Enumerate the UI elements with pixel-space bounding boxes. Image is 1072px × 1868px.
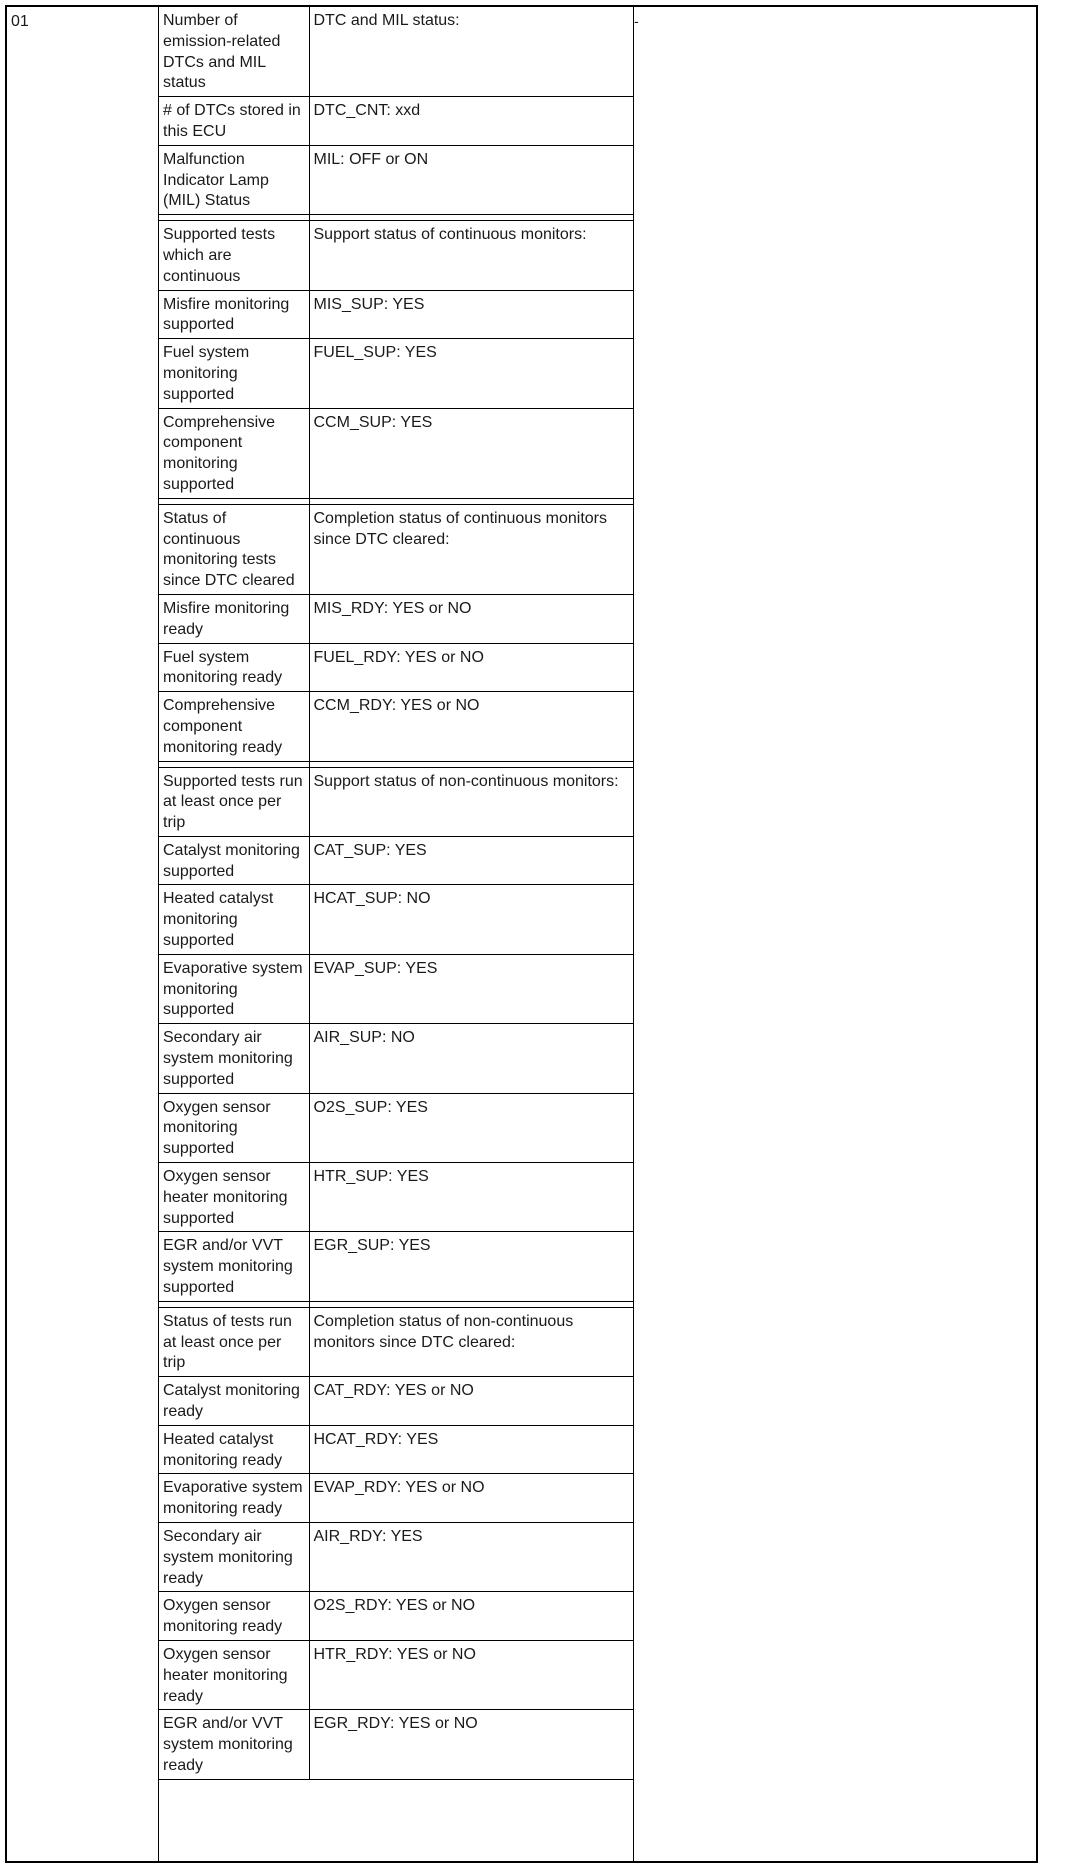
value-cell: MIS_RDY: YES or NO (309, 594, 634, 643)
table-row (159, 221, 634, 290)
value-cell: EVAP_RDY: YES or NO (309, 1474, 634, 1523)
value-cell: HTR_SUP: YES (309, 1163, 634, 1232)
item-cell: Oxygen sensor monitoring ready (159, 1592, 309, 1641)
item-cell: Misfire monitoring supported (159, 290, 309, 339)
value-cell: HTR_RDY: YES or NO (309, 1640, 634, 1709)
item-cell: Secondary air system monitoring ready (159, 1523, 309, 1592)
table-row (159, 1425, 634, 1474)
table-row (159, 836, 634, 885)
pid-number: 01 (11, 13, 29, 30)
item-cell: Supported tests which are continuous (159, 221, 309, 290)
item-cell: EGR and/or VVT system monitoring supported (159, 1232, 309, 1301)
item-cell: Oxygen sensor heater monitoring supported (159, 1163, 309, 1232)
value-cell: O2S_RDY: YES or NO (309, 1592, 634, 1641)
item-cell: Status of continuous monitoring tests since DTC cleared (159, 504, 309, 594)
table-row (159, 1163, 634, 1232)
value-cell: AIR_RDY: YES (309, 1523, 634, 1592)
item-cell: Oxygen sensor heater monitoring ready (159, 1640, 309, 1709)
monitor-status-table (159, 7, 634, 1780)
table-row (159, 1474, 634, 1523)
item-cell: Heated catalyst monitoring ready (159, 1425, 309, 1474)
item-cell: Fuel system monitoring ready (159, 643, 309, 692)
item-cell: Number of emission-related DTCs and MIL status (159, 7, 309, 97)
item-cell: Comprehensive component monitoring ready (159, 692, 309, 761)
table-row (159, 1523, 634, 1592)
value-cell: HCAT_RDY: YES (309, 1425, 634, 1474)
table-row (159, 1024, 634, 1093)
table-row (159, 145, 634, 214)
item-cell: # of DTCs stored in this ECU (159, 97, 309, 146)
value-cell: AIR_SUP: NO (309, 1024, 634, 1093)
value-cell: HCAT_SUP: NO (309, 885, 634, 954)
item-cell: Supported tests run at least once per trip (159, 767, 309, 836)
table-row (159, 954, 634, 1023)
table-row (159, 1232, 634, 1301)
remarks-cell: - (634, 13, 639, 29)
item-cell: Evaporative system monitoring ready (159, 1474, 309, 1523)
table-row (159, 692, 634, 761)
value-cell: EGR_SUP: YES (309, 1232, 634, 1301)
value-cell: EVAP_SUP: YES (309, 954, 634, 1023)
pid-table (5, 5, 1038, 1863)
table-row (159, 290, 634, 339)
table-row (159, 1592, 634, 1641)
value-cell: Completion status of non-continuous monitors since DTC cleared: (309, 1307, 634, 1376)
value-cell: CAT_RDY: YES or NO (309, 1377, 634, 1426)
item-cell: EGR and/or VVT system monitoring ready (159, 1710, 309, 1779)
item-cell: Oxygen sensor monitoring supported (159, 1093, 309, 1162)
value-cell: MIL: OFF or ON (309, 145, 634, 214)
table-row (159, 408, 634, 498)
value-cell: MIS_SUP: YES (309, 290, 634, 339)
value-cell: Support status of non-continuous monitors: (309, 767, 634, 836)
value-cell: DTC and MIL status: (309, 7, 634, 97)
table-row (159, 1640, 634, 1709)
table-row (159, 885, 634, 954)
value-cell: FUEL_RDY: YES or NO (309, 643, 634, 692)
value-cell: FUEL_SUP: YES (309, 339, 634, 408)
item-cell: Comprehensive component monitoring supported (159, 408, 309, 498)
value-cell: CAT_SUP: YES (309, 836, 634, 885)
item-cell: Evaporative system monitoring supported (159, 954, 309, 1023)
value-cell: Support status of continuous monitors: (309, 221, 634, 290)
value-cell: CCM_SUP: YES (309, 408, 634, 498)
table-row (159, 504, 634, 594)
table-row (159, 1710, 634, 1779)
value-cell: CCM_RDY: YES or NO (309, 692, 634, 761)
item-cell: Misfire monitoring ready (159, 594, 309, 643)
item-cell: Heated catalyst monitoring supported (159, 885, 309, 954)
table-row (159, 767, 634, 836)
value-cell: EGR_RDY: YES or NO (309, 1710, 634, 1779)
value-cell: O2S_SUP: YES (309, 1093, 634, 1162)
table-row (159, 1093, 634, 1162)
item-cell: Catalyst monitoring ready (159, 1377, 309, 1426)
item-cell: Malfunction Indicator Lamp (MIL) Status (159, 145, 309, 214)
value-cell: DTC_CNT: xxd (309, 97, 634, 146)
table-row (159, 7, 634, 97)
table-row (159, 1307, 634, 1376)
table-row (159, 594, 634, 643)
value-cell: Completion status of continuous monitors since DTC cleared: (309, 504, 634, 594)
table-row (159, 1377, 634, 1426)
table-row (159, 339, 634, 408)
item-cell: Secondary air system monitoring supported (159, 1024, 309, 1093)
table-row (159, 643, 634, 692)
item-cell: Status of tests run at least once per trip (159, 1307, 309, 1376)
item-cell: Fuel system monitoring supported (159, 339, 309, 408)
item-cell: Catalyst monitoring supported (159, 836, 309, 885)
table-row (159, 97, 634, 146)
